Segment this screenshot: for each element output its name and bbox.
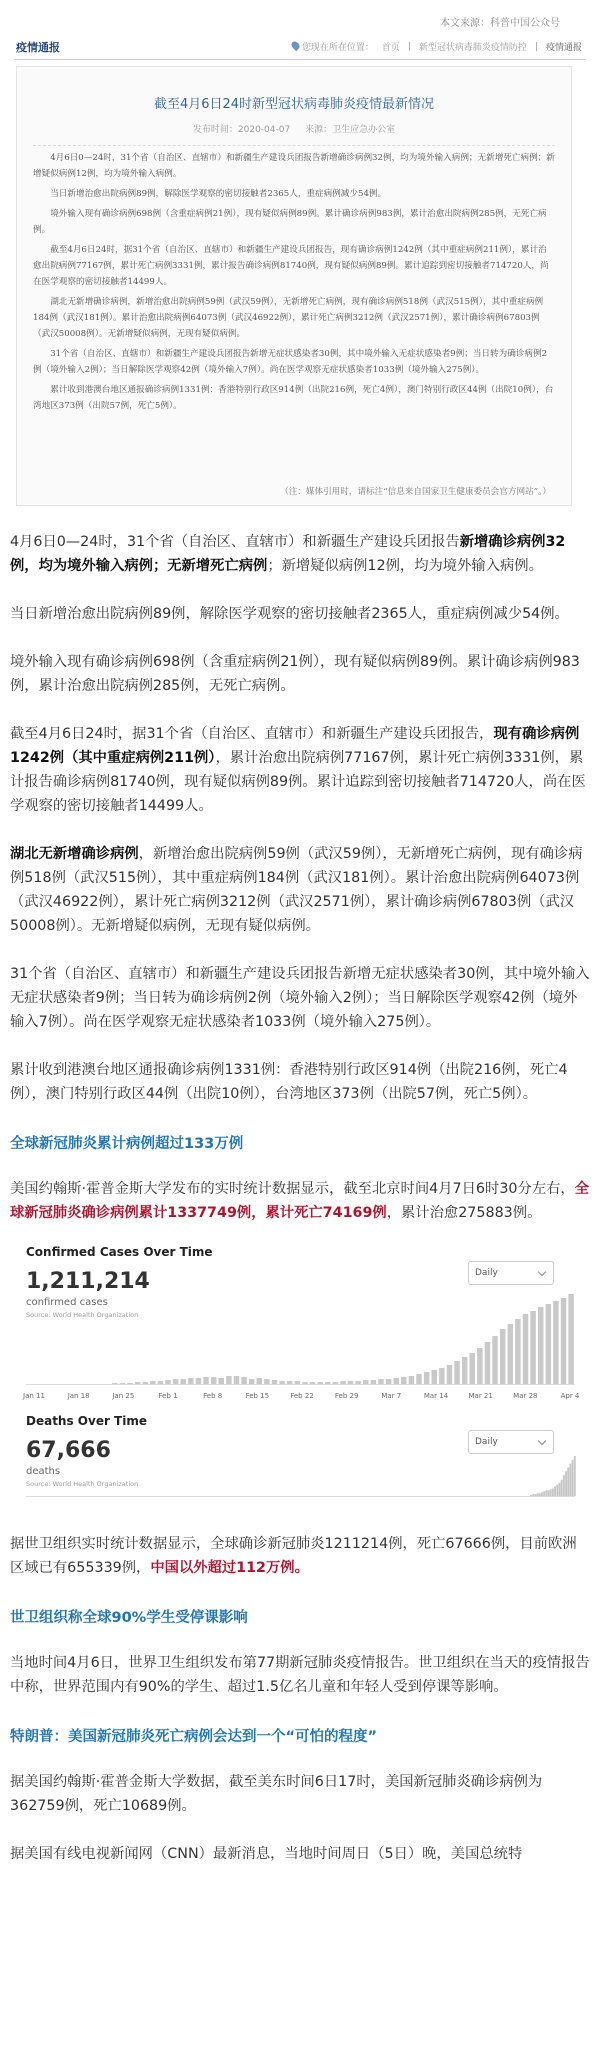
x-tick-label: Feb 8 [203,1392,223,1400]
chart-headline-label: deaths [26,1466,61,1477]
bar [135,1382,140,1384]
bar [477,1348,482,1384]
bar [568,1294,573,1384]
x-tick-label: Mar 28 [513,1392,538,1400]
x-tick-label: Mar 21 [468,1392,493,1400]
bar [532,1494,534,1496]
bar [264,1379,269,1384]
confirmed-cases-bars [10,1241,590,1404]
bar [363,1380,368,1384]
notice-note: （注：媒体引用时，请标注“信息来自国家卫生健康委员会官方网站”。） [280,487,551,497]
x-tick-label: Jan 25 [112,1392,135,1400]
bar [173,1379,178,1384]
x-tick-label: Apr 4 [560,1392,580,1400]
bar [558,1483,560,1496]
bar [567,1467,569,1496]
bar [530,1495,532,1496]
paragraph: 湖北无新增确诊病例，新增治愈出院病例59例（武汉59例），无新增死亡病例，现有确诊病例518例（武汉515例），其中重症病例184例（武汉181例）。累计治愈出院病例64073例（武汉46922例），累计死亡病例3212例（武汉2571例），累计确诊病例67803例（武汉50008例）。无新增疑似病例，无现有疑似病例。 [10,846,583,934]
bar [401,1377,406,1384]
chart-headline-label: confirmed cases [26,1297,108,1308]
section-heading: 全球新冠肺炎累计病例超过133万例 [10,1136,244,1152]
highlight: 新增确诊病例32例，均为境外输入病例；无新增死亡病例 [10,534,566,574]
bar [295,1381,300,1384]
bar [548,1490,550,1496]
bar [355,1381,360,1384]
bar [386,1379,391,1384]
chart-headline: 67,666 [26,1438,111,1463]
bar [572,1460,574,1496]
notice-paragraph: 截至4月6日24时，据31个省（自治区、直辖市）和新疆生产建设兵团报告，现有确诊病例1242例（其中重症病例211例），累计治愈出院病例77167例，累计死亡病例3331例，累计报告确诊病例81740例，现有疑似病例89例。累计追踪到密切接触者714720人，尚在医学观察的密切接触者14499人。 [33,245,549,287]
x-tick-label: Jan 18 [67,1392,90,1400]
bar [500,1329,505,1384]
section-heading: 世卫组织称全球90%学生受停课影响 [10,1610,248,1626]
section-heading: 特朗普：美国新冠肺炎死亡病例会达到一个“可怕的程度” [10,1729,378,1745]
bar [325,1382,330,1384]
location-pin-icon [290,40,301,51]
bar [541,1492,543,1496]
bar [523,1314,528,1384]
x-tick-label: Feb 1 [158,1392,178,1400]
bar [188,1378,193,1384]
bar [416,1374,421,1384]
bar [181,1379,186,1384]
breadcrumb-sep: | [534,41,538,52]
notice-meta [33,122,555,146]
paragraph: 当日新增治愈出院病例89例，解除医学观察的密切接触者2365人，重症病例减少54例。 [10,606,569,622]
bar [249,1379,254,1384]
paragraph: 美国约翰斯·霍普金斯大学发布的实时统计数据显示，截至北京时间4月7日6时30分左右，全球新冠肺炎确诊病例累计1337749例，累计死亡74169例，累计治愈275883例。 [10,1181,590,1221]
bar [203,1377,208,1384]
bar [530,1311,535,1384]
bar [574,1456,576,1496]
notice-source: 来源：卫生应急办公室 [305,125,396,135]
bar [431,1370,436,1384]
bar [563,1475,565,1496]
chart-title: Confirmed Cases Over Time [26,1245,213,1259]
bar [552,1488,554,1496]
bar [543,1491,545,1496]
x-tick-label: Feb 29 [334,1392,359,1400]
highlight-red: 中国以外超过112万例。 [150,1560,309,1576]
bar [553,1301,558,1384]
bar [150,1381,155,1384]
interval-dropdown[interactable]: Daily [468,1430,554,1454]
paragraph: 境外输入现有确诊病例698例（含重症病例21例），现有疑似病例89例。累计确诊病例983例，累计治愈出院病例285例，无死亡病例。 [10,654,580,694]
bar [279,1381,284,1384]
notice-paragraph: 31个省（自治区、直辖市）和新疆生产建设兵团报告新增无症状感染者30例，其中境外输入无症状感染者9例；当日转为确诊病例2例（境外输入2例）；当日解除医学观察42例（境外输入7例）。尚在医学观察无症状感染者1033例（境外输入275例）。 [33,349,548,375]
chart-headline: 1,211,214 [26,1269,150,1294]
breadcrumb-sep: | [407,41,411,52]
bar [393,1378,398,1384]
notice-paragraph: 湖北无新增确诊病例，新增治愈出院病例59例（武汉59例），无新增死亡病例，现有确诊病例518例（武汉515例），其中重症病例184例（武汉181例）。累计治愈出院病例64073例（武汉46922例），累计死亡病例3212例（武汉2571例），累计确诊病例67803例（武汉50008例）。无新增疑似病例，无现有疑似病例。 [33,297,544,339]
bar [272,1380,277,1384]
x-tick-label: Mar 7 [381,1392,402,1400]
bar [310,1382,315,1384]
bar [112,1383,117,1384]
bar [508,1324,513,1384]
bar [287,1381,292,1384]
bar [492,1336,497,1384]
bar [348,1381,353,1384]
bar [561,1298,566,1384]
bar [424,1372,429,1384]
x-tick-label: Feb 22 [290,1392,314,1400]
bar [534,1494,536,1496]
bar [196,1378,201,1384]
notice-paragraph: 当日新增治愈出院病例89例，解除医学观察的密切接触者2365人，重症病例减少54例。 [50,189,387,199]
bar [378,1379,383,1384]
breadcrumb-home[interactable]: 首页 [381,43,400,53]
paragraph: 据美国有线电视新闻网（CNN）最新消息，当地时间周日（5日）晚，美国总统特 [10,1846,523,1862]
bar [234,1376,239,1384]
bar [554,1486,556,1496]
bar [462,1357,467,1384]
x-tick-label: Jan 11 [23,1392,45,1400]
bar [257,1378,262,1384]
bar [219,1378,224,1384]
highlight: 湖北无新增确诊病例 [10,846,139,862]
notice-title: 截至4月6日24时新型冠状病毒肺炎疫情最新情况 [153,97,435,112]
bar [550,1489,552,1496]
bar [556,1485,558,1496]
chart-source: Source: World Health Organization [26,1311,139,1319]
bar [409,1376,414,1384]
bar [537,1493,539,1496]
source-line: 本文来源：科普中国公众号 [440,18,560,29]
bar [120,1383,125,1384]
article-body [0,530,600,1866]
interval-dropdown[interactable]: Daily [468,1261,554,1285]
bar [371,1380,376,1384]
bar [142,1382,147,1384]
chart-title: Deaths Over Time [26,1414,147,1428]
bar [546,1304,551,1384]
bar [454,1361,459,1384]
bar [127,1383,132,1384]
paragraph: 31个省（自治区、直辖市）和新疆生产建设兵团报告新增无症状感染者30例，其中境外输入无症状感染者9例；当日转为确诊病例2例（境外输入2例）；当日解除医学观察42例（境外输入7例）。尚在医学观察无症状感染者1033例（境外输入275例）。 [10,966,590,1030]
notice-publish-time: 发布时间：2020-04-07 [192,125,291,135]
bar [470,1353,475,1384]
paragraph: 4月6日0—24时，31个省（自治区、直辖市）和新疆生产建设兵团报告新增确诊病例32例，均为境外输入病例；无新增死亡病例；新增疑似病例12例，均为境外输入病例。 [10,534,566,574]
bar [340,1381,345,1384]
bar [485,1342,490,1384]
channel-title: 疫情通报 [16,40,60,54]
notice-paragraph: 境外输入现有确诊病例698例（含重症病例21例），现有疑似病例89例。累计确诊病例983例，累计治愈出院病例285例，无死亡病例。 [33,209,547,235]
bar [565,1471,567,1496]
bar [539,1493,541,1496]
notice-paragraph: 4月6日0—24时，31个省（自治区、直辖市）和新疆生产建设兵团报告新增确诊病例32例，均为境外输入病例；无新增死亡病例；新增疑似病例12例，均为境外输入病例。 [33,153,555,179]
notice-paragraph: 累计收到港澳台地区通报确诊病例1331例：香港特别行政区914例（出院216例，死亡4例），澳门特别行政区44例（出院10例），台湾地区373例（出院57例，死亡5例）。 [33,385,554,411]
bar [302,1382,307,1384]
deaths-bars [10,1408,590,1518]
highlight: 现有确诊病例1242例（其中重症病例211例） [10,726,580,766]
x-tick-label: Feb 15 [245,1392,270,1400]
location-label: 您现在所在位置： [292,40,374,53]
bar [333,1382,338,1384]
breadcrumb-current[interactable]: 疫情通报 [545,43,582,53]
notice-screenshot [16,66,572,506]
paragraph: 据世卫组织实时统计数据显示，全球确诊新冠肺炎1211214例，死亡67666例，目前欧洲区域已有655339例，中国以外超过112万例。 [10,1536,577,1576]
bar [447,1365,452,1384]
paragraph: 据美国约翰斯·霍普金斯大学数据，截至美东时间6日17时，美国新冠肺炎确诊病例为362759例，死亡10689例。 [10,1774,543,1814]
bar [569,1464,571,1496]
x-tick-label: Mar 14 [423,1392,449,1400]
paragraph: 截至4月6日24时，据31个省（自治区、直辖市）和新疆生产建设兵团报告，现有确诊病例1242例（其中重症病例211例），累计治愈出院病例77167例，累计死亡病例3331例，累计报告确诊病例81740例，现有疑似病例89例。累计追踪到密切接触者714720人，尚在医学观察的密切接触者14499人。 [10,726,586,814]
bar [545,1490,547,1496]
bar [439,1368,444,1384]
bar [241,1377,246,1384]
breadcrumb-bar [14,34,586,60]
breadcrumb-epidemic[interactable]: 新型冠状病毒肺炎疫情防控 [418,43,527,53]
deaths-chart [10,1408,590,1518]
bar [226,1376,231,1384]
bar [317,1382,322,1384]
bar [561,1480,563,1496]
breadcrumb [292,40,586,53]
confirmed-cases-chart [10,1241,590,1404]
chart-source: Source: World Health Organization [26,1480,139,1488]
bar [158,1381,163,1384]
paragraph: 累计收到港澳台地区通报确诊病例1331例：香港特别行政区914例（出院216例，死亡4例），澳门特别行政区44例（出院10例），台湾地区373例（出院57例，死亡5例）。 [10,1062,568,1102]
highlight-red: 全球新冠肺炎确诊病例累计1337749例，累计死亡74169例 [10,1181,590,1221]
bar [538,1307,543,1384]
bar [515,1319,520,1384]
bar [165,1380,170,1384]
paragraph: 当地时间4月6日，世界卫生组织发布第77期新冠肺炎疫情报告。世卫组织在当天的疫情报告中称，世界范围内有90%的学生、超过1.5亿名儿童和年轻人受到停课等影响。 [10,1655,590,1695]
bar [211,1377,216,1384]
